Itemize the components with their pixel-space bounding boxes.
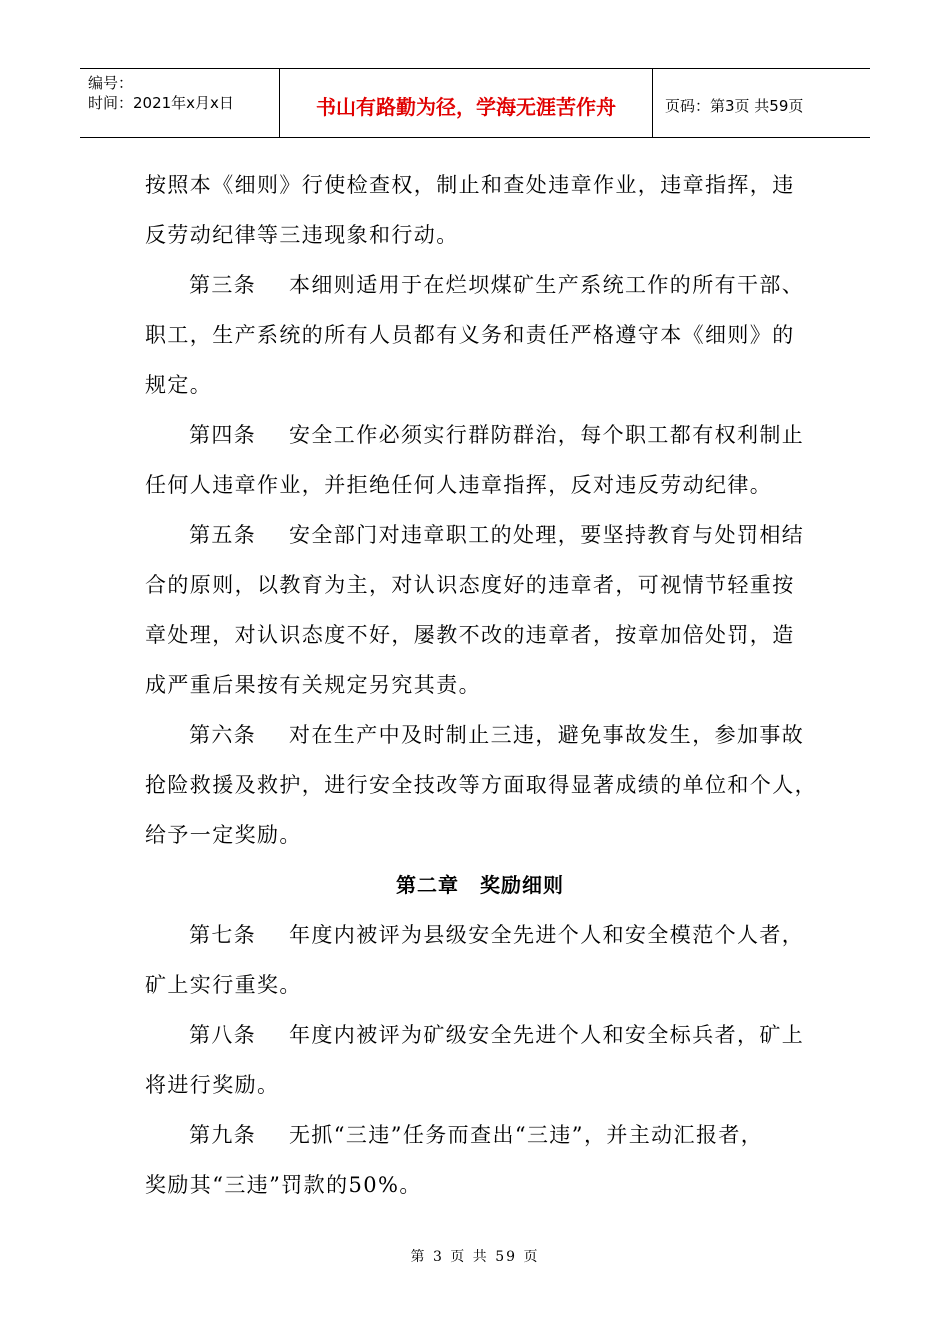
body-line: 合的原则，以教育为主，对认识态度好的违章者，可视情节轻重按 <box>145 573 795 597</box>
body-line: 章处理，对认识态度不好，屡教不改的违章者，按章加倍处罚，造 <box>145 623 795 647</box>
page-header <box>80 68 870 138</box>
article-text: 年度内被评为矿级安全先进个人和安全标兵者，矿上 <box>289 1023 805 1047</box>
article-text: 安全工作必须实行群防群治，每个职工都有权利制止 <box>289 423 805 447</box>
document-date: 时间：2021年x月x日 <box>88 94 234 112</box>
article-8 <box>145 1014 815 1064</box>
article-3 <box>145 264 815 314</box>
header-page-info: 页码：第3页 共59页 <box>665 96 804 115</box>
article-number: 第四条 <box>189 423 257 447</box>
page-footer: 第 3 页 共 59 页 <box>410 1249 540 1265</box>
header-meta <box>80 69 280 137</box>
article-number: 第六条 <box>189 723 257 747</box>
article-6 <box>145 714 815 764</box>
article-number: 第五条 <box>189 523 257 547</box>
body-line: 将进行奖励。 <box>145 1073 280 1097</box>
body-line: 按照本《细则》行使检查权，制止和查处违章作业，违章指挥，违 <box>145 173 795 197</box>
body-line: 矿上实行重奖。 <box>145 973 302 997</box>
article-number: 第三条 <box>189 273 257 297</box>
body-line: 抢险救援及救护，进行安全技改等方面取得显著成绩的单位和个人， <box>145 773 817 797</box>
header-motto: 书山有路勤为径，学海无涯苦作舟 <box>280 69 653 137</box>
article-number: 第九条 <box>189 1123 257 1147</box>
article-text: 无抓“三违”任务而查出“三违”，并主动汇报者， <box>289 1123 764 1147</box>
body-line: 职工，生产系统的所有人员都有义务和责任严格遵守本《细则》的 <box>145 323 795 347</box>
body-line: 奖励其“三违”罚款的50%。 <box>145 1173 422 1197</box>
article-7 <box>145 914 815 964</box>
article-text: 安全部门对违章职工的处理，要坚持教育与处罚相结 <box>289 523 805 547</box>
article-text: 对在生产中及时制止三违，避免事故发生，参加事故 <box>289 723 805 747</box>
body-line: 任何人违章作业，并拒绝任何人违章指挥，反对违反劳动纪律。 <box>145 473 773 497</box>
document-body <box>145 164 815 1214</box>
body-line: 给予一定奖励。 <box>145 823 302 847</box>
article-4 <box>145 414 815 464</box>
article-number: 第八条 <box>189 1023 257 1047</box>
body-line: 反劳动纪律等三违现象和行动。 <box>145 223 459 247</box>
article-9 <box>145 1114 815 1164</box>
article-number: 第七条 <box>189 923 257 947</box>
document-number-label: 编号： <box>88 74 134 92</box>
article-text: 年度内被评为县级安全先进个人和安全模范个人者， <box>289 923 805 947</box>
article-text: 本细则适用于在烂坝煤矿生产系统工作的所有干部、 <box>289 273 805 297</box>
article-5 <box>145 514 815 564</box>
body-line: 成严重后果按有关规定另究其责。 <box>145 673 481 697</box>
body-line: 规定。 <box>145 373 213 397</box>
chapter-heading: 第二章 奖励细则 <box>396 873 564 897</box>
